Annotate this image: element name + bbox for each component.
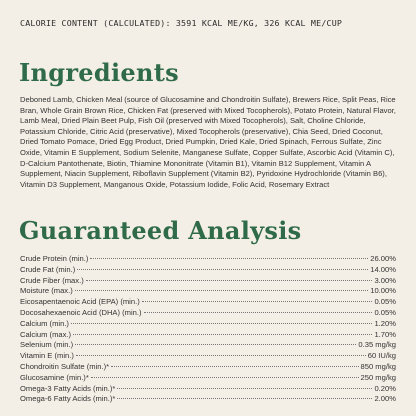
analysis-value: 1.70% <box>374 329 396 339</box>
analysis-label: Moisture (max.) <box>20 286 73 296</box>
dot-leader <box>142 301 373 302</box>
analysis-value: 1.20% <box>374 318 396 328</box>
analysis-value: 0.05% <box>374 297 396 307</box>
analysis-label: Calcium (min.) <box>20 318 69 328</box>
analysis-value: 10.00% <box>370 286 396 296</box>
analysis-label: Eicosapentaenoic Acid (EPA) (min.) <box>20 297 140 307</box>
analysis-row <box>20 276 396 287</box>
analysis-label: Vitamin E (min.) <box>20 351 74 361</box>
dot-leader <box>71 323 373 324</box>
analysis-label: Crude Protein (min.) <box>20 254 89 263</box>
dot-leader <box>117 388 372 389</box>
analysis-label: Omega-3 Fatty Acids (min.)* <box>20 383 116 393</box>
dot-leader <box>86 280 373 281</box>
analysis-row <box>20 319 396 330</box>
analysis-row <box>20 373 396 384</box>
analysis-row <box>20 394 396 405</box>
analysis-label: Calcium (max.) <box>20 329 72 339</box>
analysis-value: 14.00% <box>370 264 396 274</box>
analysis-value: 2.00% <box>374 394 396 404</box>
analysis-label: Crude Fiber (max.) <box>20 275 84 285</box>
analysis-row <box>20 265 396 276</box>
dot-leader <box>144 312 373 313</box>
analysis-value: 26.00% <box>370 254 396 263</box>
analysis-label: Docosahexaenoic Acid (DHA) (min.) <box>20 307 142 317</box>
analysis-label: Glucosamine (min.)* <box>20 372 89 382</box>
analysis-row <box>20 351 396 362</box>
analysis-value: 250 mg/kg <box>360 372 396 382</box>
analysis-value: 60 IU/kg <box>367 351 396 361</box>
dot-leader <box>75 344 356 345</box>
analysis-row <box>20 308 396 319</box>
analysis-value: 0.20% <box>374 383 396 393</box>
calorie-content: CALORIE CONTENT (CALCULATED): 3591 KCAL ME/KG, 326 KCAL ME/CUP <box>20 18 343 28</box>
analysis-label: Chondroitin Sulfate (min.)* <box>20 361 110 371</box>
dot-leader <box>90 258 368 259</box>
guaranteed-analysis-table <box>20 254 396 405</box>
analysis-value: 0.05% <box>374 307 396 317</box>
analysis-label: Crude Fat (min.) <box>20 264 76 274</box>
analysis-row <box>20 340 396 351</box>
dot-leader <box>77 269 368 270</box>
ingredients-heading: Ingredients <box>19 58 179 87</box>
dot-leader <box>75 290 368 291</box>
dot-leader <box>73 334 372 335</box>
guaranteed-analysis-heading: Guaranteed Analysis <box>19 216 302 245</box>
analysis-value: 0.35 mg/kg <box>358 340 396 350</box>
analysis-row <box>20 254 396 265</box>
analysis-row <box>20 286 396 297</box>
analysis-row <box>20 297 396 308</box>
analysis-row <box>20 384 396 395</box>
dot-leader <box>91 377 359 378</box>
analysis-value: 3.00% <box>374 275 396 285</box>
analysis-row <box>20 362 396 373</box>
analysis-value: 850 mg/kg <box>360 361 396 371</box>
analysis-label: Selenium (min.) <box>20 340 74 350</box>
dot-leader <box>76 355 366 356</box>
dot-leader <box>117 398 372 399</box>
analysis-row <box>20 330 396 341</box>
analysis-label: Omega-6 Fatty Acids (min.)* <box>20 394 116 404</box>
dot-leader <box>111 366 358 367</box>
ingredients-list: Deboned Lamb, Chicken Meal (source of Glucosamine and Chondroitin Sulfate), Brewers Rice, Split Peas, Rice Bran, Whole Grain Brown Rice, Chicken Fat (preserved with Mixed Tocopherols), Potato Protein, Natural Flavor, Lamb Meal, Dried Plain Beet Pulp, Fish Oil (preserved with Mixed Tocopherols), Salt, Choline Chloride, Potassium Chloride, Citric Acid (preservative), Mixed Tocopherols (preservative), Chia Seed, Dried Coconut, Dried Tomato Pomace, Dried Egg Product, Dried Pumpkin, Dried Kale, Dried Spinach, Ferrous Sulfate, Zinc Oxide, Vitamin E Supplement, Sodium Selenite, Manganese Sulfate, Copper Sulfate, Ascorbic Acid (Vitamin C), D-Calcium Pantothenate, Biotin, Thiamine Mononitrate (Vitamin B1), Vitamin B12 Supplement, Vitamin A Supplement, Niacin Supplement, Riboflavin Supplement (Vitamin B2), Pyridoxine Hydrochloride (Vitamin B6), Vitamin D3 Supplement, Manganous Oxide, Potassium Iodide, Folic Acid, Rosemary Extract <box>20 95 396 189</box>
